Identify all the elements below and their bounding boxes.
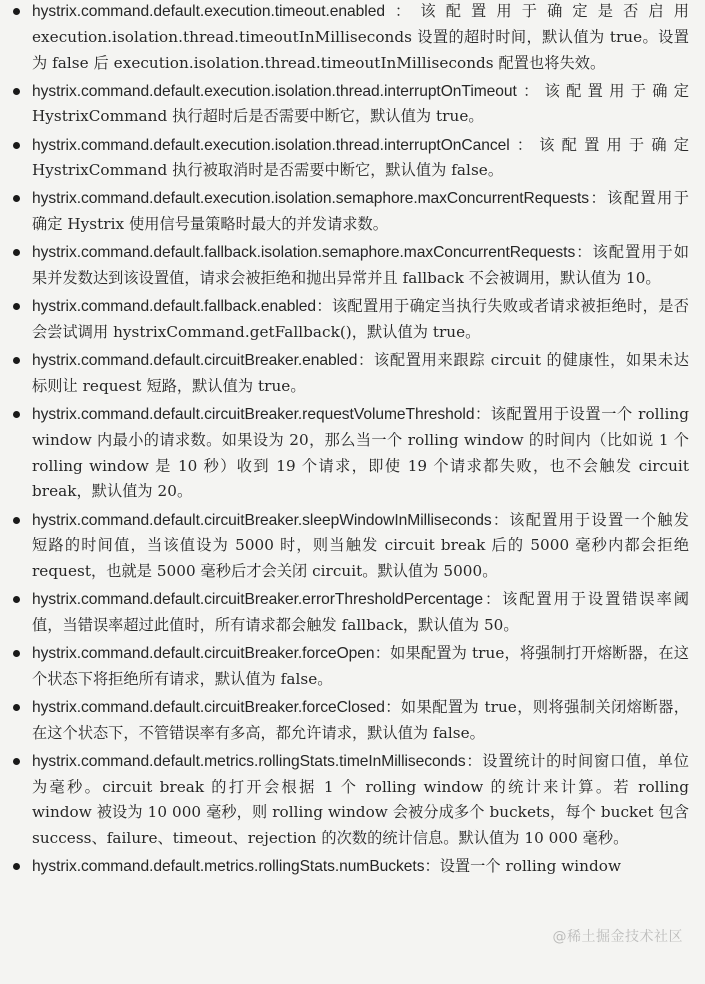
config-key: hystrix.command.default.execution.isolation.semaphore.maxConcurrentRequests (32, 190, 590, 208)
config-key: hystrix.command.default.circuitBreaker.forceOpen (32, 645, 375, 663)
config-description: ：该配置用于确定是否启用 execution.isolation.thread.timeoutInMilliseconds 设置的超时时间，默认值为 true。设置为 false 后 execution.isolation.thread.timeoutInMilliseconds 配置也将失效。 (32, 2, 689, 72)
config-key: hystrix.command.default.execution.timeout.enabled (32, 3, 385, 20)
config-key: hystrix.command.default.circuitBreaker.errorThresholdPercentage (32, 591, 484, 609)
config-key: hystrix.command.default.circuitBreaker.forceClosed (32, 698, 385, 716)
list-item (9, 402, 689, 505)
config-description: ：该配置用于设置错误率阈值，当错误率超过此值时，所有请求都会触发 fallback，默认值为 50。 (32, 590, 689, 634)
list-item (9, 348, 689, 400)
config-description: ：该配置用于确定 HystrixCommand 执行超时后是否需要中断它，默认值为 true。 (32, 81, 689, 126)
watermark: @稀土掘金技术社区 (552, 929, 683, 946)
config-description: ：如果配置为 true，将强制打开熔断器，在这个状态下将拒绝所有请求，默认值为 false。 (32, 644, 689, 688)
list-item (9, 186, 689, 238)
list-item (9, 0, 689, 76)
config-key: hystrix.command.default.circuitBreaker.requestVolumeThreshold (32, 406, 475, 424)
list-item (9, 133, 689, 185)
config-description: ：该配置用于设置一个 rolling window 内最小的请求数。如果设为 20，那么当一个 rolling window 的时间内（比如说 1 个 rolling window 是 10 秒）收到 19 个请求，即使 19 个请求都失败，也不会触发 circuit break，默认值为 20。 (32, 405, 689, 501)
list-item (9, 749, 689, 852)
config-key: hystrix.command.default.metrics.rollingStats.timeInMilliseconds (32, 752, 466, 770)
config-key: hystrix.command.default.circuitBreaker.enabled (32, 352, 358, 370)
list-item (9, 240, 689, 292)
config-key: hystrix.command.default.metrics.rollingStats.numBuckets (32, 858, 425, 876)
config-key: hystrix.command.default.circuitBreaker.sleepWindowInMilliseconds (32, 511, 492, 529)
config-key: hystrix.command.default.fallback.isolation.semaphore.maxConcurrentRequests (32, 244, 576, 262)
list-item (9, 79, 689, 131)
list-item (9, 294, 689, 346)
config-description: ：该配置用于设置一个触发短路的时间值，当该值设为 5000 时，则当触发 circuit break 后的 5000 毫秒内都会拒绝 request，也就是 5000 毫秒后才会关闭 circuit。默认值为 5000。 (32, 510, 689, 581)
config-description: ：该配置用来跟踪 circuit 的健康性，如果未达标则让 request 短路，默认值为 true。 (32, 351, 689, 395)
config-key: hystrix.command.default.execution.isolation.thread.interruptOnTimeout (32, 82, 517, 100)
config-description: ：该配置用于确定 Hystrix 使用信号量策略时最大的并发请求数。 (32, 189, 689, 234)
list-item (9, 587, 689, 639)
config-list (9, 0, 689, 882)
config-description: ：设置一个 rolling window (424, 857, 622, 876)
config-description: ：如果配置为 true，则将强制关闭熔断器，在这个状态下，不管错误率有多高，都允许请求，默认值为 false。 (32, 697, 689, 742)
config-description: ：该配置用于如果并发数达到该设置值，请求会被拒绝和抛出异常并且 fallback 不会被调用，默认值为 10。 (32, 243, 689, 288)
list-item (9, 641, 689, 693)
config-description: ：该配置用于确定 HystrixCommand 执行被取消时是否需要中断它，默认值为 false。 (32, 135, 689, 180)
config-description: ：该配置用于确定当执行失败或者请求被拒绝时，是否会尝试调用 hystrixCommand.getFallback()，默认值为 true。 (32, 297, 689, 342)
list-item (9, 854, 689, 880)
list-item (9, 508, 689, 585)
list-item (9, 695, 689, 747)
config-key: hystrix.command.default.execution.isolation.thread.interruptOnCancel (32, 136, 510, 154)
config-description: ：设置统计的时间窗口值，单位为毫秒。circuit break 的打开会根据 1 个 rolling window 的统计来计算。若 rolling window 被设为 10 000 毫秒，则 rolling window 会被分成多个 buckets，每个 bucket 包含 success、failure、timeout、rejection 的次数的统计信息。默认值为 10 000 毫秒。 (32, 751, 689, 848)
config-key: hystrix.command.default.fallback.enabled (32, 298, 317, 316)
